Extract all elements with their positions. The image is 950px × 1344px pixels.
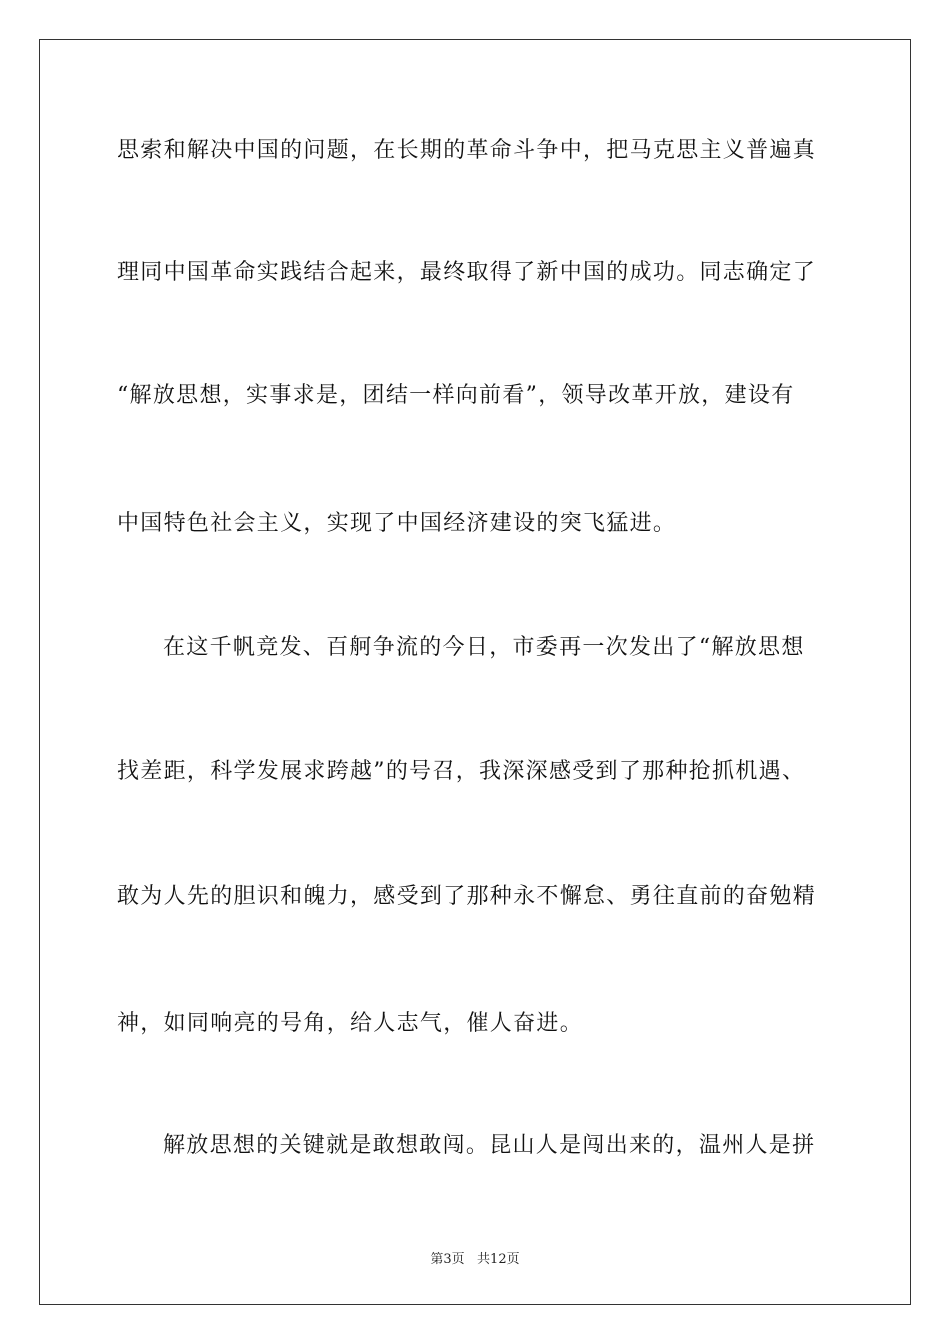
paragraph-line: 敢为人先的胆识和魄力，感受到了那种永不懈怠、勇往直前的奋勉精 [117, 884, 817, 909]
page-border [39, 39, 911, 1305]
page-number-footer: 第3页 共12页 [430, 1252, 520, 1267]
paragraph-line: 中国特色社会主义，实现了中国经济建设的突飞猛进。 [117, 511, 677, 536]
paragraph-line: 解放思想的关键就是敢想敢闯。昆山人是闯出来的，温州人是拼 [163, 1133, 816, 1158]
paragraph-line: 神，如同响亮的号角，给人志气，催人奋进。 [117, 1011, 584, 1036]
paragraph-line: 在这千帆竞发、百舸争流的今日，市委再一次发出了“解放思想 [163, 635, 805, 660]
paragraph-line: 找差距，科学发展求跨越”的号召，我深深感受到了那种抢抓机遇、 [117, 759, 806, 784]
paragraph-line: 思索和解决中国的问题，在长期的革命斗争中，把马克思主义普遍真 [117, 138, 817, 163]
paragraph-line: 理同中国革命实践结合起来，最终取得了新中国的成功。同志确定了 [117, 260, 817, 285]
paragraph-line: “解放思想，实事求是，团结一样向前看”，领导改革开放，建设有 [117, 383, 795, 408]
